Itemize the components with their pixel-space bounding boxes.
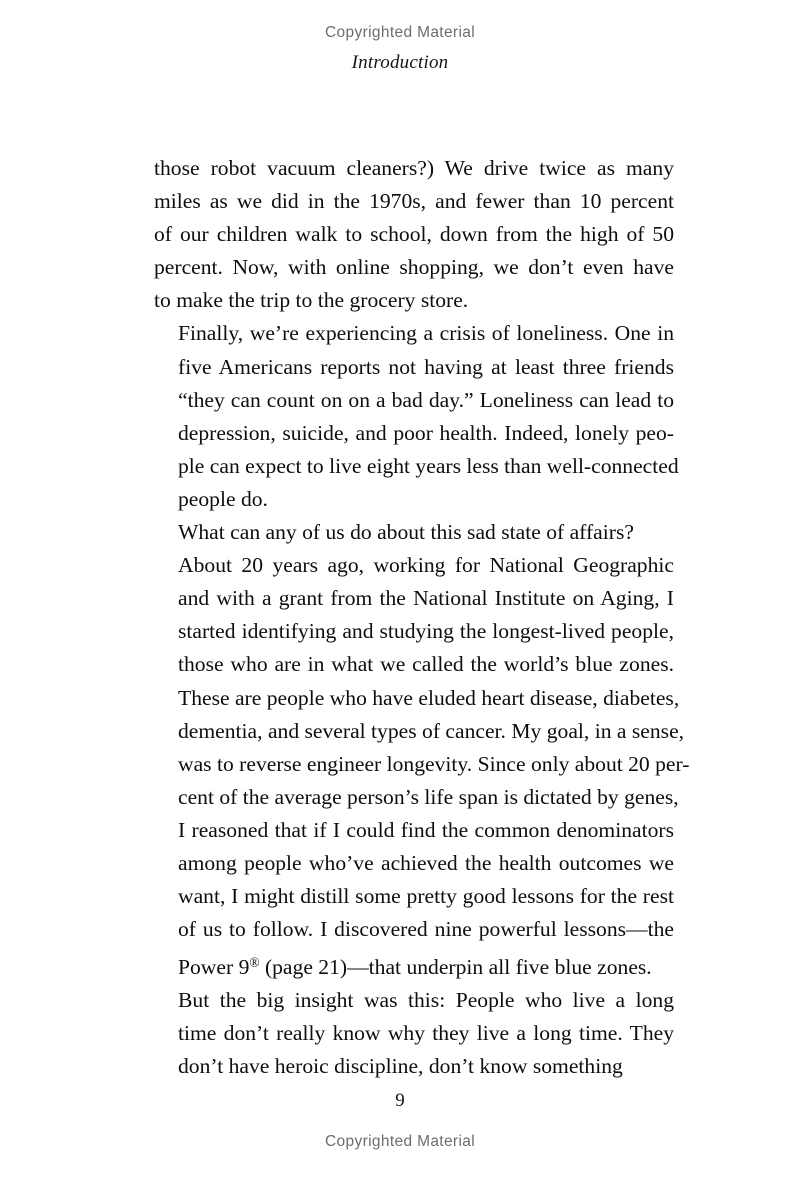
- body-line: ple can expect to live eight years less than well-connected: [178, 453, 679, 478]
- body-line: people do.: [178, 486, 268, 511]
- body-line: time don’t really know why they live a long time. They: [178, 1021, 674, 1046]
- body-line: of our children walk to school, down from the high of 50: [154, 222, 674, 247]
- body-line: I reasoned that if I could find the common denominators: [178, 817, 674, 842]
- body-paragraph: [154, 152, 674, 317]
- body-line: Finally, we’re experiencing a crisis of loneliness. One in: [178, 321, 674, 346]
- body-line: percent. Now, with online shopping, we don’t even have: [154, 255, 674, 280]
- body-line: cent of the average person’s life span is dictated by genes,: [178, 784, 679, 809]
- body-line: depression, suicide, and poor health. Indeed, lonely peo-: [178, 420, 674, 445]
- page-number: 9: [395, 1090, 405, 1111]
- body-paragraph: [154, 317, 679, 516]
- body-line: want, I might distill some pretty good lessons for the rest: [178, 884, 674, 909]
- body-line: of us to follow. I discovered nine powerful lessons—the: [178, 917, 674, 942]
- body-line: Power 9® (page 21)—that underpin all five blue zones.: [178, 955, 652, 980]
- registered-trademark-symbol: ®: [249, 955, 260, 971]
- body-line: and with a grant from the National Institute on Aging, I: [178, 586, 674, 611]
- body-paragraph: [154, 984, 674, 1083]
- body-line: among people who’ve achieved the health outcomes we: [178, 850, 674, 875]
- body-line: But the big insight was this: People who live a long: [178, 988, 674, 1013]
- chapter-title: Introduction: [351, 52, 449, 73]
- footer-copyright-watermark: Copyrighted Material: [324, 1133, 475, 1150]
- body-line: “they can count on on a bad day.” Loneliness can lead to: [178, 387, 674, 412]
- body-line: miles as we did in the 1970s, and fewer than 10 percent: [154, 189, 674, 214]
- header-copyright-watermark: Copyrighted Material: [324, 24, 475, 41]
- body-line: These are people who have eluded heart disease, diabetes,: [178, 685, 680, 710]
- body-line: five Americans reports not having at least three friends: [178, 354, 674, 379]
- body-line: started identifying and studying the longest-lived people,: [178, 619, 674, 644]
- body-line: don’t have heroic discipline, don’t know something: [178, 1054, 623, 1079]
- body-line: those who are in what we called the world’s blue zones.: [178, 652, 674, 677]
- body-text-block: [154, 152, 690, 1084]
- body-paragraph: [154, 549, 690, 984]
- body-line: those robot vacuum cleaners?) We drive twice as many: [154, 156, 674, 180]
- body-line: dementia, and several types of cancer. My goal, in a sense,: [178, 718, 685, 743]
- body-line: was to reverse engineer longevity. Since only about 20 per-: [178, 751, 690, 776]
- body-line: to make the trip to the grocery store.: [154, 288, 469, 313]
- body-paragraph: [154, 516, 674, 549]
- body-line: About 20 years ago, working for National Geographic: [178, 553, 674, 578]
- body-line: What can any of us do about this sad state of affairs?: [178, 520, 634, 545]
